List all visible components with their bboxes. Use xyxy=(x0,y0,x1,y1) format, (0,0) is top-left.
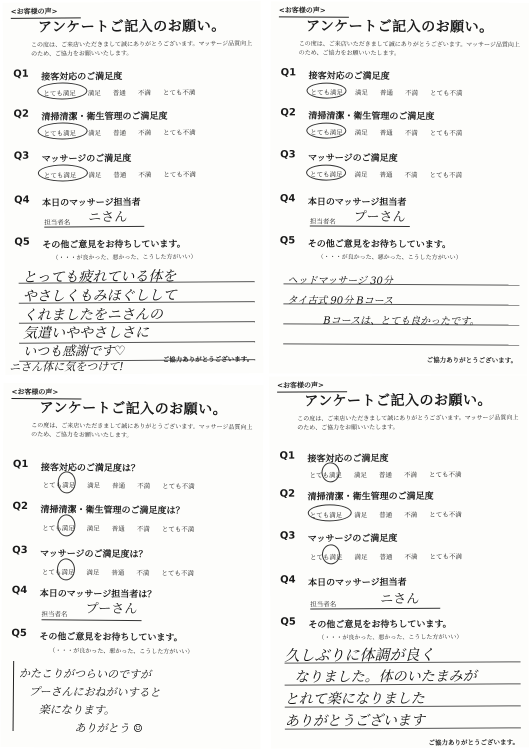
comment-box[interactable] xyxy=(283,263,520,364)
option[interactable]: 満足 xyxy=(88,129,102,138)
comment-line: ヘッドマッサージ 30分 xyxy=(287,275,393,287)
q2-number: Q2 xyxy=(12,500,29,513)
q2-number: Q2 xyxy=(279,488,296,500)
comment-line: ありがとう ☺ xyxy=(74,721,143,736)
staff-label: 担当者名 xyxy=(41,610,68,619)
selected-mark xyxy=(57,558,75,580)
q5-number: Q5 xyxy=(14,236,30,248)
option[interactable]: 普通 xyxy=(111,568,125,577)
comment-line: いつも感謝です♡ xyxy=(23,344,126,360)
option[interactable]: 不満 xyxy=(136,525,150,534)
q4-text: 本日のマッサージ担当者 xyxy=(308,577,407,589)
q5-number: Q5 xyxy=(280,616,296,628)
option[interactable]: とても満足 xyxy=(43,171,77,180)
option[interactable]: 満足 xyxy=(354,170,368,179)
sheet-intro: この度は、ご来店いただきまして誠にありがとうございます。マッサージ品質向上のため、ご協力をお願いいたします。 xyxy=(31,422,253,439)
sheet-intro: この度は、ご来店いただきまして誠にありがとうございます。マッサージ品質向上のため、ご協力をお願いいたします。 xyxy=(297,414,519,432)
option[interactable]: とても不満 xyxy=(162,88,196,97)
option[interactable]: とても不満 xyxy=(429,171,463,180)
option[interactable]: 普通 xyxy=(379,88,394,97)
q5-text: その他ご意見をお待ちしています。 xyxy=(39,632,183,644)
comment-line: 久しぶりに体調が良く xyxy=(284,645,435,665)
option[interactable]: 普通 xyxy=(379,128,393,137)
option[interactable]: 普通 xyxy=(112,481,126,490)
option[interactable]: 不満 xyxy=(404,510,418,519)
option[interactable]: とても満足 xyxy=(43,89,76,98)
option[interactable]: 不満 xyxy=(138,128,152,137)
q4-number: Q4 xyxy=(280,574,296,586)
staff-label: 担当者名 xyxy=(44,218,71,227)
q3-number: Q3 xyxy=(279,530,296,542)
selected-mark xyxy=(57,514,75,536)
q5-text: その他ご意見をお待ちしています。 xyxy=(307,239,452,251)
option[interactable]: 普通 xyxy=(113,129,127,138)
option[interactable]: とても満足 xyxy=(42,524,75,533)
q3-text: マッサージのご満足度は？ xyxy=(40,549,148,561)
q3-number: Q3 xyxy=(280,149,296,161)
option[interactable]: とても不満 xyxy=(429,552,462,561)
option[interactable]: 普通 xyxy=(379,553,393,562)
q4-number: Q4 xyxy=(279,193,296,205)
comment-line: タイ古式 90分 Bコース xyxy=(287,295,394,307)
q5-subtitle: （・・・が良かった、悪かった、こうした方がいい） xyxy=(318,633,463,642)
sheet-title: アンケートご記入のお願い。 xyxy=(37,18,226,36)
q5-number: Q5 xyxy=(11,627,27,640)
option[interactable]: 不満 xyxy=(404,171,418,180)
staff-label: 担当者名 xyxy=(309,217,336,226)
option[interactable]: 満足 xyxy=(86,524,100,533)
option[interactable]: 満足 xyxy=(87,481,101,490)
option[interactable]: とても満足 xyxy=(43,129,77,138)
staff-line xyxy=(310,226,410,228)
selected-mark xyxy=(321,462,339,482)
q1-text: 接客対応のご満足度 xyxy=(308,71,390,82)
selected-mark xyxy=(306,165,346,181)
sheet-tag: <お客様の声> xyxy=(277,380,347,392)
q5-text: その他ご意見をお待ちしています。 xyxy=(308,619,452,631)
q5-subtitle: （・・・が良かった、悪かった、こうした方がいい） xyxy=(52,253,197,262)
selected-mark xyxy=(322,544,340,564)
q3-text: マッサージのご満足度 xyxy=(307,534,398,545)
sheet-title: アンケートご記入のお願い。 xyxy=(39,400,228,418)
q5-text: その他ご意見をお待ちしています。 xyxy=(42,239,186,251)
q1-number: Q1 xyxy=(279,450,295,462)
thanks-note: ご協力ありがとうございます。 xyxy=(426,356,518,365)
q3-text: マッサージのご満足度 xyxy=(41,154,132,165)
option[interactable]: とても満足 xyxy=(310,170,343,179)
sheet-intro: この度は、ご来店いただきまして誠にありがとうございます。マッサージ品質向上のため、ご協力をお願いいたします。 xyxy=(30,40,253,58)
q2-text: 清掃清潔・衛生管理のご満足度 xyxy=(307,491,434,503)
option[interactable]: 普通 xyxy=(379,471,393,480)
survey-sheet xyxy=(269,1,529,374)
comment-line: とっても疲れている体を xyxy=(22,268,177,286)
option[interactable]: とても不満 xyxy=(161,569,194,578)
option[interactable]: 不満 xyxy=(137,88,151,97)
q1-text: 接客対応のご満足度は？ xyxy=(40,463,140,475)
option[interactable]: とても満足 xyxy=(309,471,343,480)
option[interactable]: 満足 xyxy=(354,553,368,562)
staff-name[interactable]: プーさん xyxy=(85,601,138,618)
staff-name[interactable]: ニさん xyxy=(88,210,128,226)
option[interactable]: とても不満 xyxy=(429,89,463,98)
option[interactable]: 普通 xyxy=(379,511,393,520)
option[interactable]: とても不満 xyxy=(429,510,462,519)
option[interactable]: 不満 xyxy=(404,552,418,561)
rule-line xyxy=(283,343,519,345)
option[interactable]: とても不満 xyxy=(429,470,462,479)
thanks-note: ご協力ありがとうございます。 xyxy=(428,738,519,747)
comment-line: 気遣いややさしさに xyxy=(22,324,150,342)
option[interactable]: とても不満 xyxy=(161,525,195,534)
option[interactable]: 満足 xyxy=(86,568,100,577)
q4-number: Q4 xyxy=(11,584,28,597)
staff-line xyxy=(44,226,144,228)
q3-text: マッサージのご満足度 xyxy=(308,153,398,164)
sheet-title: アンケートご記入のお願い。 xyxy=(305,18,494,36)
option[interactable]: 満足 xyxy=(354,128,368,137)
survey-sheet xyxy=(3,1,264,375)
sheet-tag: <お客様の声> xyxy=(11,387,81,400)
option[interactable]: 普通 xyxy=(111,524,125,533)
comment-line: Bコースは、とても良かったです。 xyxy=(323,315,480,328)
option[interactable]: とても満足 xyxy=(41,568,75,577)
option[interactable]: 不満 xyxy=(136,569,150,578)
option[interactable]: とても不満 xyxy=(162,482,195,491)
sheet-tag: <お客様の声> xyxy=(279,5,349,17)
option[interactable]: 満足 xyxy=(354,88,369,97)
staff-line xyxy=(310,608,440,610)
staff-name[interactable]: ニさん xyxy=(380,591,420,608)
option[interactable]: とても不満 xyxy=(163,128,196,137)
comment-line: とれて楽になりました xyxy=(284,690,425,708)
selected-mark xyxy=(306,83,346,99)
option[interactable]: 満足 xyxy=(354,471,368,480)
q2-number: Q2 xyxy=(13,108,29,120)
comment-line: 楽になります。 xyxy=(38,703,115,717)
q4-text: 本日のマッサージ担当者 xyxy=(42,197,141,209)
comment-line: プーさんにおねがいすると xyxy=(28,685,161,700)
comment-line: ニさん体に気をつけて! xyxy=(9,360,124,374)
sheet-title: アンケートご記入のお願い。 xyxy=(304,392,493,410)
comment-line: くれましたをニさんの xyxy=(22,306,163,324)
option[interactable]: とても不満 xyxy=(163,170,196,179)
q5-subtitle: （・・・が良かった、悪かった、こうした方がいい） xyxy=(317,253,462,262)
q2-text: 清掃清潔・衛生管理のご満足度は？ xyxy=(40,505,185,517)
option[interactable]: とても満足 xyxy=(309,553,343,562)
option[interactable]: とても満足 xyxy=(310,88,344,97)
q1-text: 接客対応のご満足度 xyxy=(307,454,389,465)
comment-line: かたこりがつらいのですが xyxy=(19,667,152,682)
comment-box[interactable] xyxy=(14,661,253,743)
option[interactable]: 満足 xyxy=(354,511,368,520)
q4-text: 本日のマッサージ担当者 xyxy=(307,197,407,209)
option[interactable]: とても不満 xyxy=(429,129,463,138)
selected-mark xyxy=(58,471,76,493)
survey-sheet xyxy=(269,375,529,748)
option[interactable]: とても満足 xyxy=(42,481,76,490)
option[interactable]: とても満足 xyxy=(309,511,343,520)
survey-sheet xyxy=(0,383,263,749)
option[interactable]: とても満足 xyxy=(310,128,343,137)
q4-text: 本日のマッサージ担当者は？ xyxy=(39,589,157,601)
option[interactable]: 普通 xyxy=(113,171,127,180)
option[interactable]: 満足 xyxy=(88,171,102,180)
q1-text: 接客対応のご満足度 xyxy=(41,72,123,83)
sheet-tag: <お客様の声> xyxy=(11,6,81,18)
q1-number: Q1 xyxy=(13,68,29,80)
thanks-note: ご協力ありがとうございます。 xyxy=(162,355,254,364)
option[interactable]: 不満 xyxy=(138,170,152,179)
q2-text: 清掃清潔・衛生管理のご満足度 xyxy=(308,111,435,123)
selected-mark xyxy=(306,123,346,139)
staff-name[interactable]: プーさん xyxy=(353,209,406,226)
comment-line: やさしくもみほぐしして xyxy=(22,287,177,305)
option[interactable]: 不満 xyxy=(404,470,418,479)
q5-number: Q5 xyxy=(279,235,296,247)
option[interactable]: 満足 xyxy=(87,89,101,98)
q2-text: 清掃清潔・衛生管理のご満足度 xyxy=(41,111,168,123)
q4-number: Q4 xyxy=(14,194,30,206)
option[interactable]: 不満 xyxy=(404,89,419,98)
q5-subtitle: （・・・が良かった、悪かった、こうした方がいい） xyxy=(49,647,194,656)
comment-line: なりました。体のいたまみが xyxy=(294,668,477,686)
q2-number: Q2 xyxy=(280,107,296,119)
option[interactable]: 不満 xyxy=(404,129,418,138)
staff-label: 担当者名 xyxy=(310,600,337,609)
sheet-intro: この度は、ご来店いただきまして誠にありがとうございます。マッサージ品質向上のため、ご協力をお願いいたします。 xyxy=(298,40,520,58)
q1-number: Q1 xyxy=(12,458,29,471)
q3-number: Q3 xyxy=(13,150,30,162)
option[interactable]: 不満 xyxy=(137,482,151,491)
comment-box[interactable] xyxy=(284,639,520,732)
option[interactable]: 普通 xyxy=(112,89,126,98)
comment-line: ありがとうございます xyxy=(284,712,425,730)
staff-line xyxy=(42,619,142,621)
q3-number: Q3 xyxy=(12,544,28,557)
option[interactable]: 普通 xyxy=(379,170,393,179)
q1-number: Q1 xyxy=(280,67,297,79)
